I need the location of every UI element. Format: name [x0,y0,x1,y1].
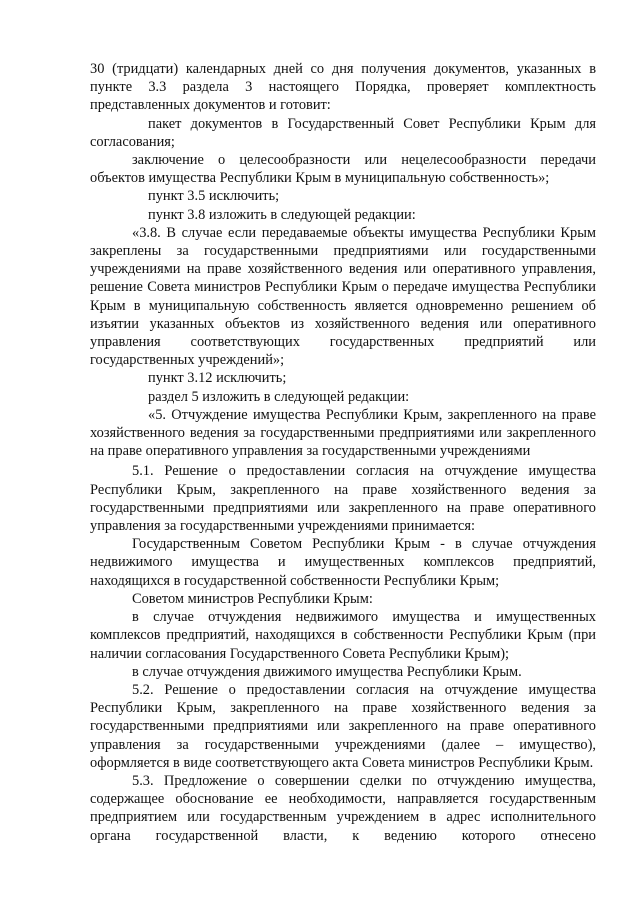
paragraph-14: в случае отчуждения движимого имущества Республики Крым. [132,663,522,680]
paragraph-1: 30 (тридцати) календарных дней со дня получения документов, указанных в пункте 3.3 раздела 3 настоящего Порядка, проверяет комплектность представленных документов и готовит: [90,61,596,114]
paragraph-8: раздел 5 изложить в следующей редакции: [148,388,410,405]
paragraph-16: 5.3. Предложение о совершении сделки по отчуждению имущества, содержащее обоснование ее необходимости, направляется государственным предприятием или государственным учреждением в адрес исполнительного органа государственной власти, к ведению которого отнесено [90,772,596,844]
paragraph-13: в случае отчуждения недвижимого имущества и имущественных комплексов предприятий, находящихся в собственности Республики Крым (при наличии согласования Государственного Совета Республики Крым); [90,609,596,662]
paragraph-3: заключение о целесообразности или нецелесообразности передачи объектов имущества Республики Крым в муниципальную собственность»; [90,152,596,187]
paragraph-10: 5.1. Решение о предоставлении согласия на отчуждение имущества Республики Крым, закрепленного на праве хозяйственного ведения за государственными предприятиями или закрепленного на праве оперативного управления за государственными учреждениями принимается: [90,463,596,535]
paragraph-2: пакет документов в Государственный Совет Республики Крым для согласования; [90,115,596,150]
paragraph-4: пункт 3.5 исключить; [148,188,280,205]
paragraph-11: Государственным Советом Республики Крым - в случае отчуждения недвижимого имущества и имущественных комплексов предприятий, находящихся в государственной собственности Республики Крым; [90,536,596,589]
paragraph-6: «3.8. В случае если передаваемые объекты имущества Республики Крым закреплены за государственными предприятиями или государственными учреждениями на праве хозяйственного ведения или оперативного управления, решение Совета министров Республики Крым о передаче имущества Республики Крым в муниципальную собственность является одновременно решением об изъятии указанных объектов из хозяйственного ведения или оперативного управления соответствующих государственных предприятий или государственных учреждений»; [90,224,596,369]
paragraph-7: пункт 3.12 исключить; [148,370,287,387]
paragraph-5: пункт 3.8 изложить в следующей редакции: [148,206,416,223]
paragraph-12: Советом министров Республики Крым: [132,590,373,607]
paragraph-9: «5. Отчуждение имущества Республики Крым, закрепленного на праве хозяйственного ведения за государственными предприятиями или закрепленного на праве оперативного управления за государственными учреждениями [90,406,596,460]
paragraph-15: 5.2. Решение о предоставлении согласия на отчуждение имущества Республики Крым, закрепленного на праве хозяйственного ведения за государственными предприятиями или закрепленного на праве оперативного управления за государственными учреждениями (далее – имущество), оформляется в виде соответствующего акта Совета министров Республики Крым. [90,681,596,771]
document-page [90,60,596,845]
